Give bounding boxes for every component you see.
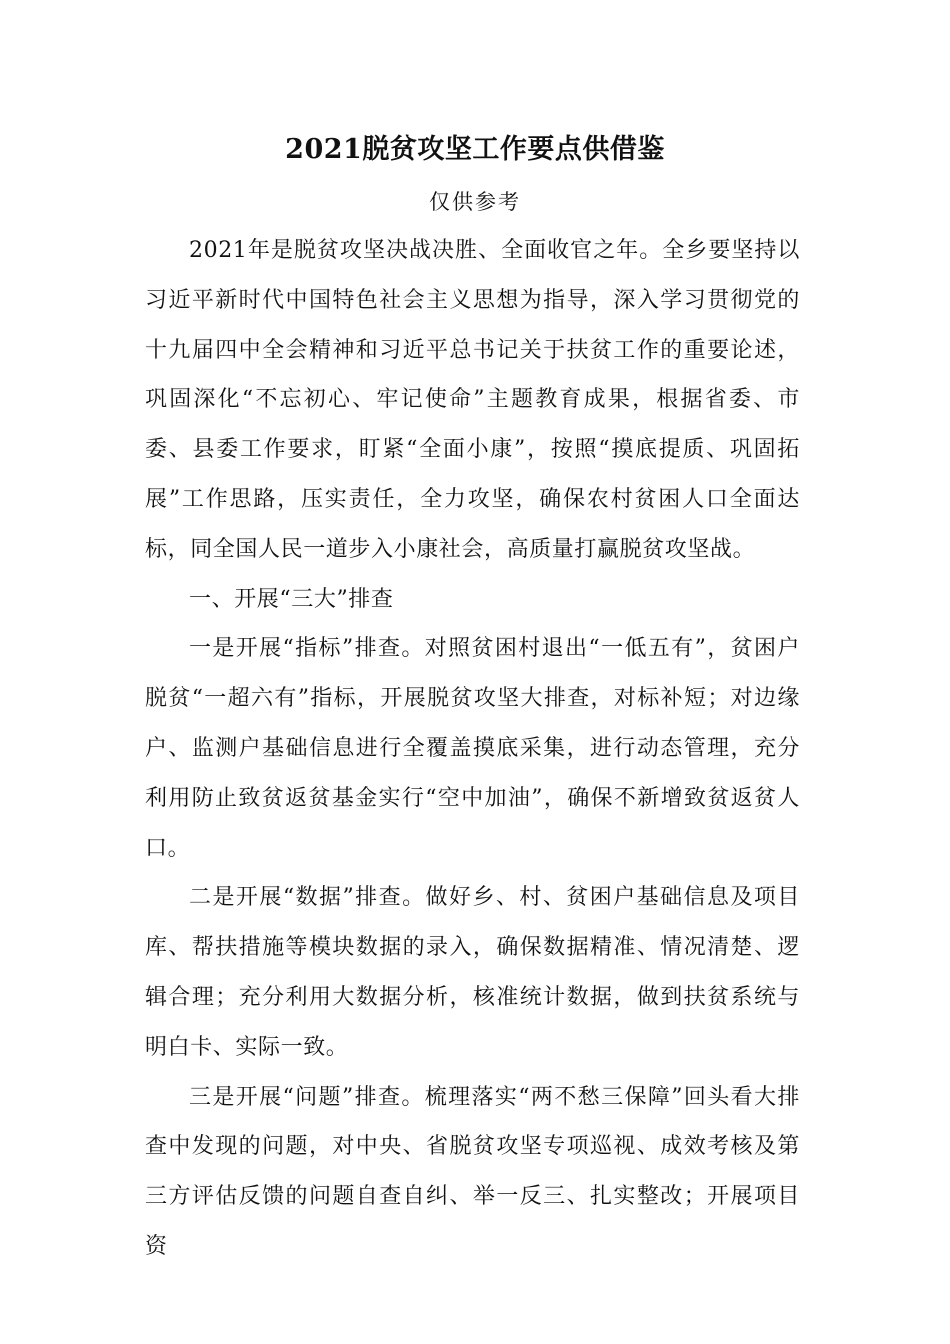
section-heading-1: 一、开展“三大”排查 [189, 586, 394, 612]
document-subtitle: 仅供参考 [429, 190, 521, 214]
paragraph-indicator-check: 一是开展“指标”排查。对照贫困村退出“一低五有”，贫困户脱贫“一超六有”指标，开展脱贫攻坚大排查，对标补短；对边缘户、监测户基础信息进行全覆盖摸底采集，进行动态管理，充分利用防止致贫返贫基金实行“空中加油”，确保不新增致贫返贫人口。 [145, 636, 800, 861]
paragraph-problem-check: 三是开展“问题”排查。梳理落实“两不愁三保障”回头看大排查中发现的问题，对中央、省脱贫攻坚专项巡视、成效考核及第三方评估反馈的问题自查自纠、举一反三、扎实整改；开展项目资 [145, 1084, 800, 1259]
document-body [145, 226, 800, 1272]
document-title: 2021脱贫攻坚工作要点供借鉴 [285, 134, 665, 165]
paragraph-intro: 2021年是脱贫攻坚决战决胜、全面收官之年。全乡要坚持以习近平新时代中国特色社会主义思想为指导，深入学习贯彻党的十九届四中全会精神和习近平总书记关于扶贫工作的重要论述，巩固深化“不忘初心、牢记使命”主题教育成果，根据省委、市委、县委工作要求，盯紧“全面小康”，按照“摸底提质、巩固拓展”工作思路，压实责任，全力攻坚，确保农村贫困人口全面达标，同全国人民一道步入小康社会，高质量打赢脱贫攻坚战。 [145, 238, 800, 562]
paragraph-data-check: 二是开展“数据”排查。做好乡、村、贫困户基础信息及项目库、帮扶措施等模块数据的录入，确保数据精准、情况清楚、逻辑合理；充分利用大数据分析，核准统计数据，做到扶贫系统与明白卡、实际一致。 [145, 885, 800, 1060]
